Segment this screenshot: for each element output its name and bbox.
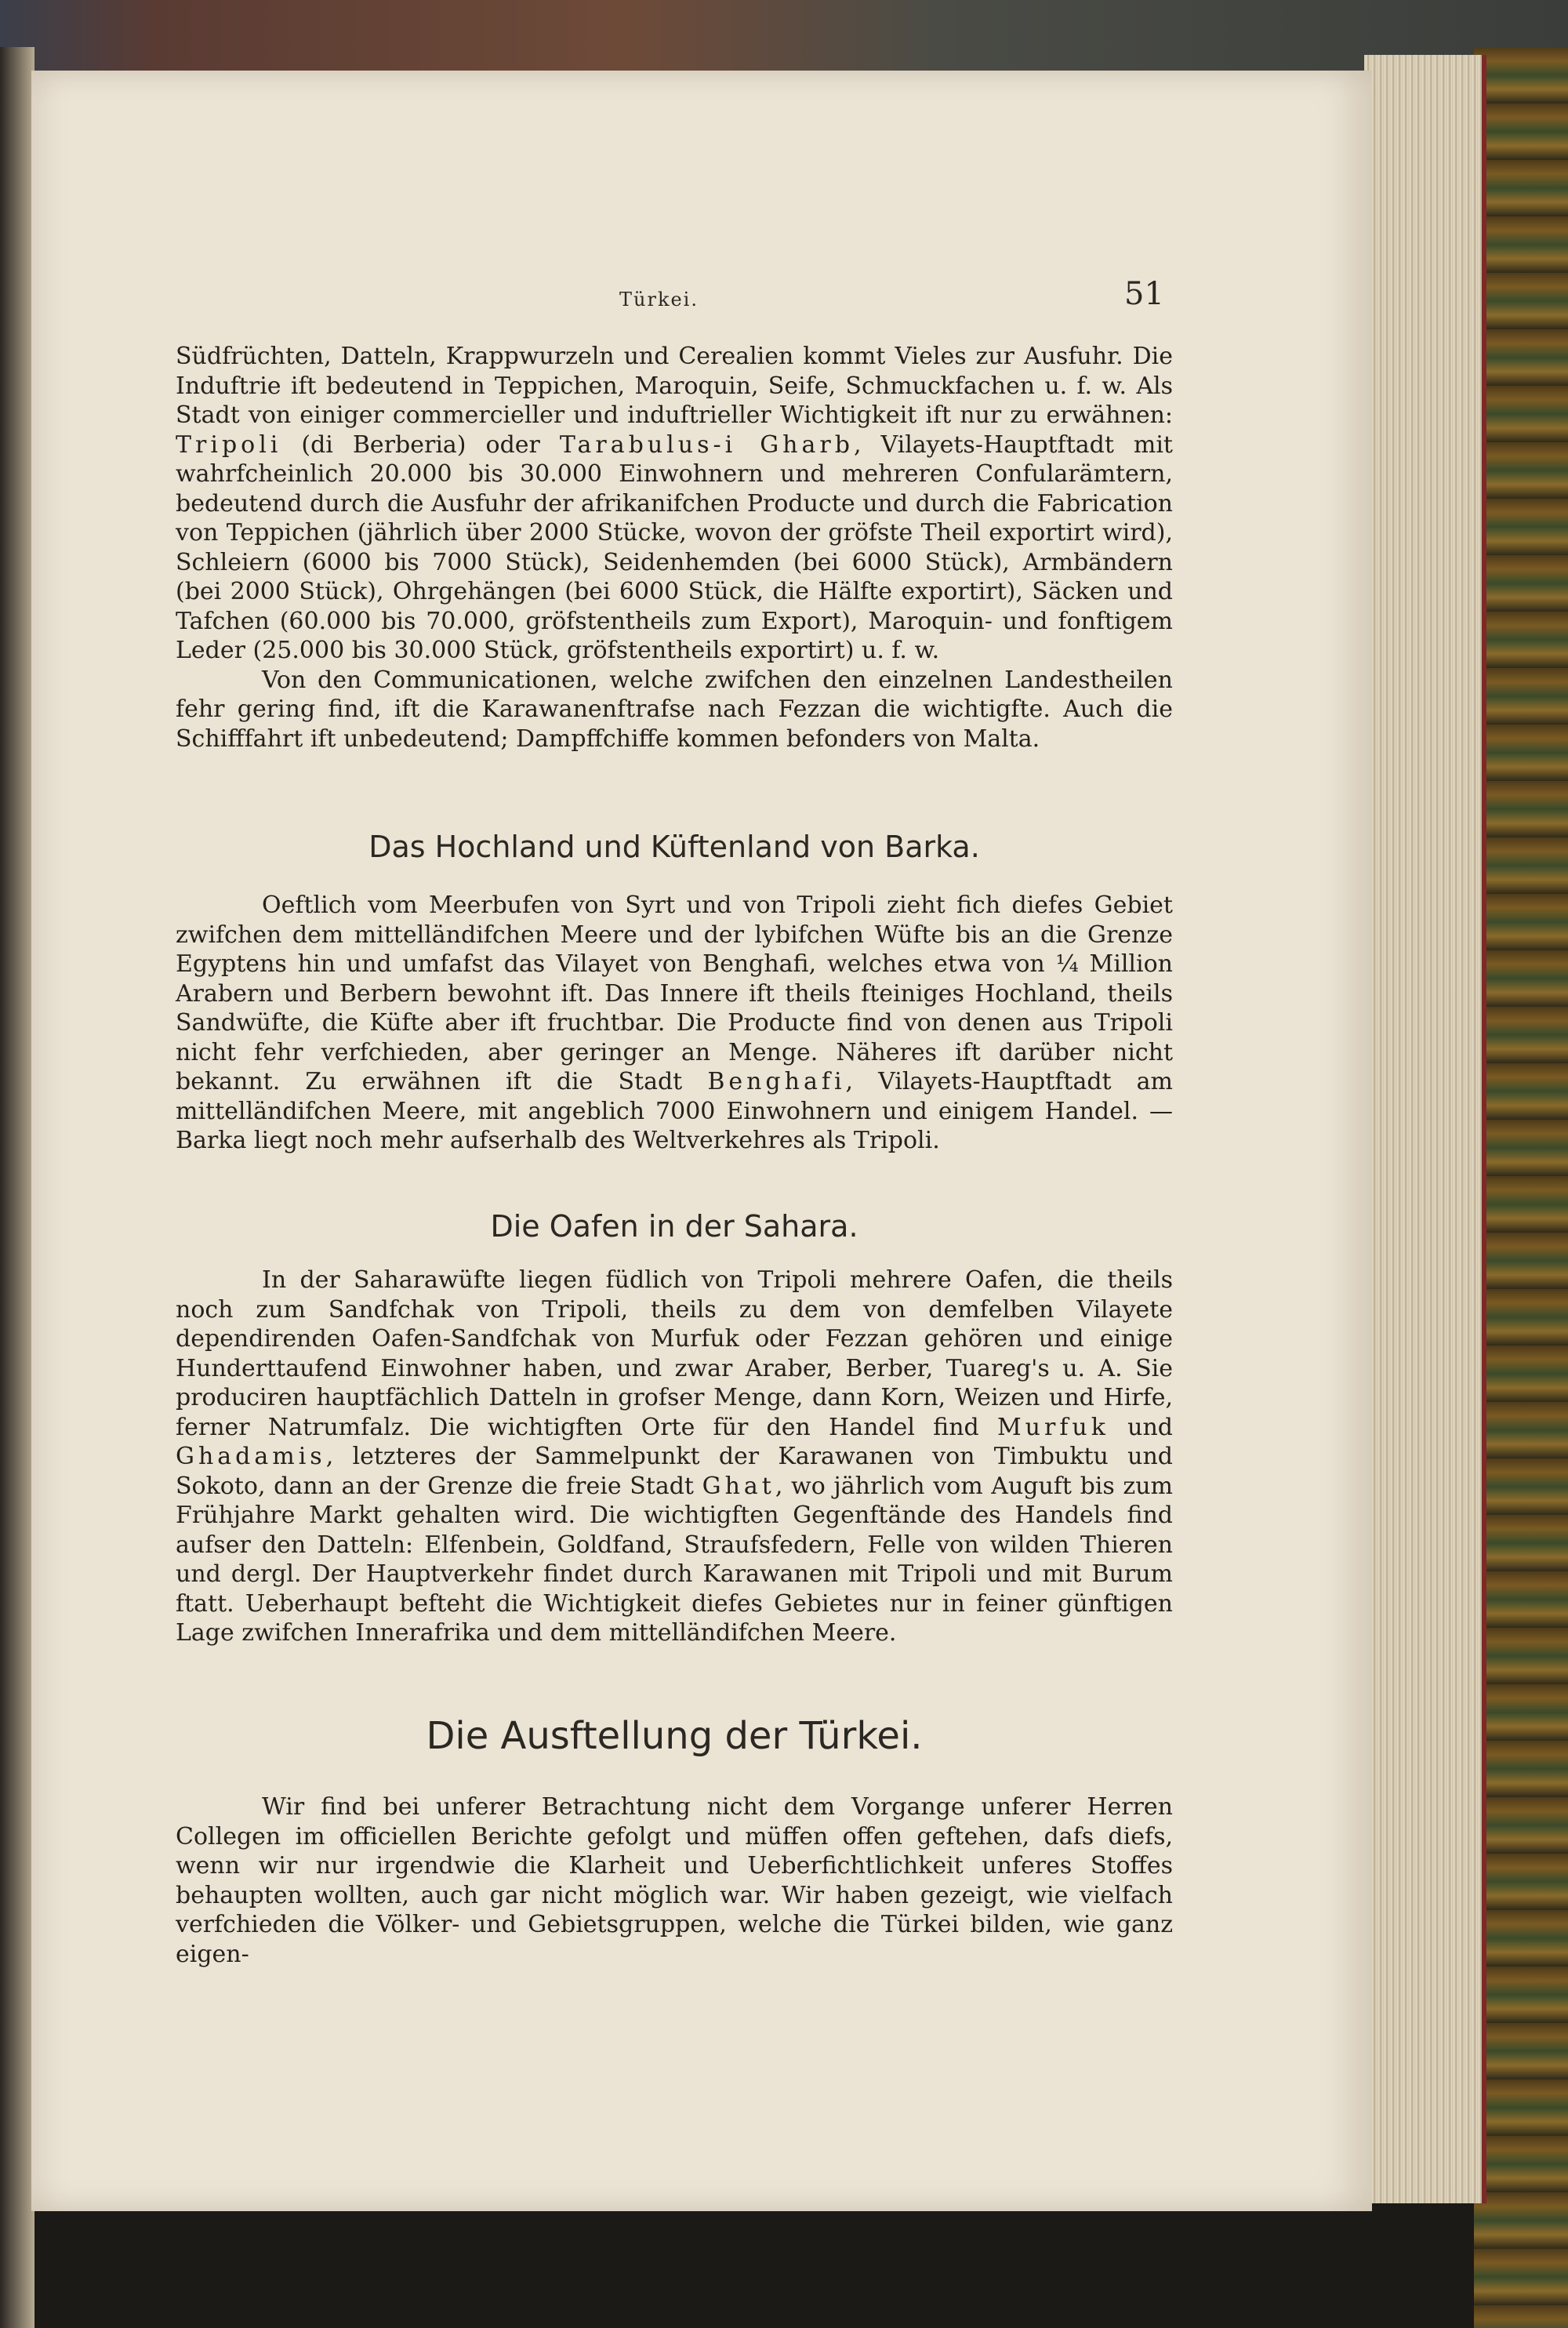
intro-paragraph-2: Von den Communicationen, welche zwifchen den einzelnen Landestheilen fehr gering find, ift die Karawanenftrafse nach Fezzan die wichtigfte. Auch die Schifffahrt ift unbedeutend; Dampffchiffe kommen befonders von Malta. [176, 666, 1173, 753]
book-cover-marbled-edge [1474, 47, 1568, 2328]
oasen-block [176, 1266, 1173, 1648]
section-heading-oasen: Die Oafen in der Sahara. [490, 1209, 858, 1244]
section-heading-ausstellung: Die Ausftellung der Türkei. [426, 1714, 923, 1758]
text-run: , Vilayets-Hauptftadt am mittelländifchen Meere, mit angeblich 7000 Einwohnern und einigem Handel. — Barka liegt noch mehr aufserhalb des Weltverkehres als Tripoli. [176, 1068, 1173, 1154]
book-gutter [0, 47, 34, 2328]
ausstellung-block [176, 1792, 1173, 1969]
place-name-tripoli: Tripoli [176, 430, 282, 459]
page-edges [1364, 55, 1486, 2203]
page-number: 51 [1124, 276, 1164, 312]
barka-paragraph [176, 891, 1173, 1156]
text-run: , wo jährlich vom Auguft bis zum Frühjahre Markt gehalten wird. Die wichtigften Gegenftände des Handels find aufser den Datteln: Elfenbein, Goldfand, Straufsfedern, Felle von wilden Thieren und dergl. Der Hauptverkehr findet durch Karawanen mit Tripoli und mit Burum ftatt. Ueberhaupt befteht die Wichtigkeit diefes Gebietes nur in feiner günftigen Lage zwifchen Innerafrika und dem mittelländifchen Meere. [176, 1472, 1174, 1647]
intro-paragraph-1 [176, 342, 1173, 666]
text-run: Südfrüchten, Datteln, Krappwurzeln und Cerealien kommt Vieles zur Ausfuhr. Die Induftrie ift bedeutend in Teppichen, Maroquin, Seife, Schmuckfachen u. f. w. Als Stadt von einiger commercieller und induftrieller Wichtigkeit ift nur zu erwähnen: [176, 343, 1173, 429]
text-run: (di Berberia) oder [281, 430, 560, 459]
section-heading-barka: Das Hochland und Küftenland von Barka. [368, 830, 980, 864]
text-run: und [1109, 1413, 1173, 1441]
place-name-ghat: Ghat [702, 1472, 775, 1500]
text-run: In der Saharawüfte liegen füdlich von Tripoli mehrere Oafen, die theils noch zum Sandfchak von Tripoli, theils zu dem von demfelben Vilayete dependirenden Oafen-Sandfchak von Murfuk oder Fezzan gehören und einige Hunderttaufend Einwohner haben, und zwar Araber, Berber, Tuareg's u. A. Sie produciren hauptfächlich Datteln in grofser Menge, dann Korn, Weizen und Hirfe, ferner Natrumfalz. Die wichtigften Orte für den Handel find [176, 1266, 1173, 1441]
book-cover-top [0, 0, 1568, 78]
place-name-benghasi: Benghafi [707, 1068, 846, 1095]
text-run: , letzteres der Sammelpunkt der Karawanen von Timbuktu und Sokoto, dann an der Grenze die freie Stadt [176, 1443, 1173, 1500]
place-name-tarabulus: Tarabulus-i Gharb [559, 430, 854, 459]
ausstellung-paragraph: Wir find bei unferer Betrachtung nicht dem Vorgange unferer Herren Collegen im officiellen Berichte gefolgt und müffen offen geftehen, dafs diefs, wenn wir nur irgendwie die Klarheit und Ueberfichtlichkeit unferes Stoffes behaupten wollten, auch gar nicht möglich war. Wir haben gezeigt, wie vielfach verfchieden die Völker- und Gebietsgruppen, welche die Türkei bilden, wie ganz eigen- [176, 1793, 1173, 1968]
oasen-paragraph [176, 1266, 1173, 1648]
intro-block [176, 342, 1173, 754]
place-name-ghadamis: Ghadamis [176, 1443, 326, 1470]
text-run: Oeftlich vom Meerbufen von Syrt und von Tripoli zieht fich diefes Gebiet zwifchen dem mittelländifchen Meere und der lybifchen Wüfte bis an die Grenze Egyptens hin und umfafst das Vilayet von Benghafi, welches etwa von ¼ Million Arabern und Berbern bewohnt ift. Das Innere ift theils fteiniges Hochland, theils Sandwüfte, die Küfte aber ift fruchtbar. Die Producte find von denen aus Tripoli nicht fehr verfchieden, aber geringer an Menge. Näheres ift darüber nicht bekannt. Zu erwähnen ift die Stadt [176, 892, 1173, 1095]
barka-block [176, 891, 1173, 1156]
text-run: , Vilayets-Hauptftadt mit wahrfcheinlich 20.000 bis 30.000 Einwohnern und mehreren Confularämtern, bedeutend durch die Ausfuhr der afrikanifchen Producte und durch die Fabrication von Teppichen (jährlich über 2000 Stücke, wovon der gröfste Theil exportirt wird), Schleiern (6000 bis 7000 Stück), Seidenhemden (bei 6000 Stück), Armbändern (bei 2000 Stück), Ohrgehängen (bei 6000 Stück, die Hälfte exportirt), Säcken und Tafchen (60.000 bis 70.000, gröfstentheils zum Export), Maroquin- und fonftigem Leder (25.000 bis 30.000 Stück, gröfstentheils exportirt) u. f. w. [176, 430, 1173, 664]
running-title: Türkei. [619, 289, 699, 311]
place-name-murfuk: Murfuk [996, 1413, 1109, 1441]
